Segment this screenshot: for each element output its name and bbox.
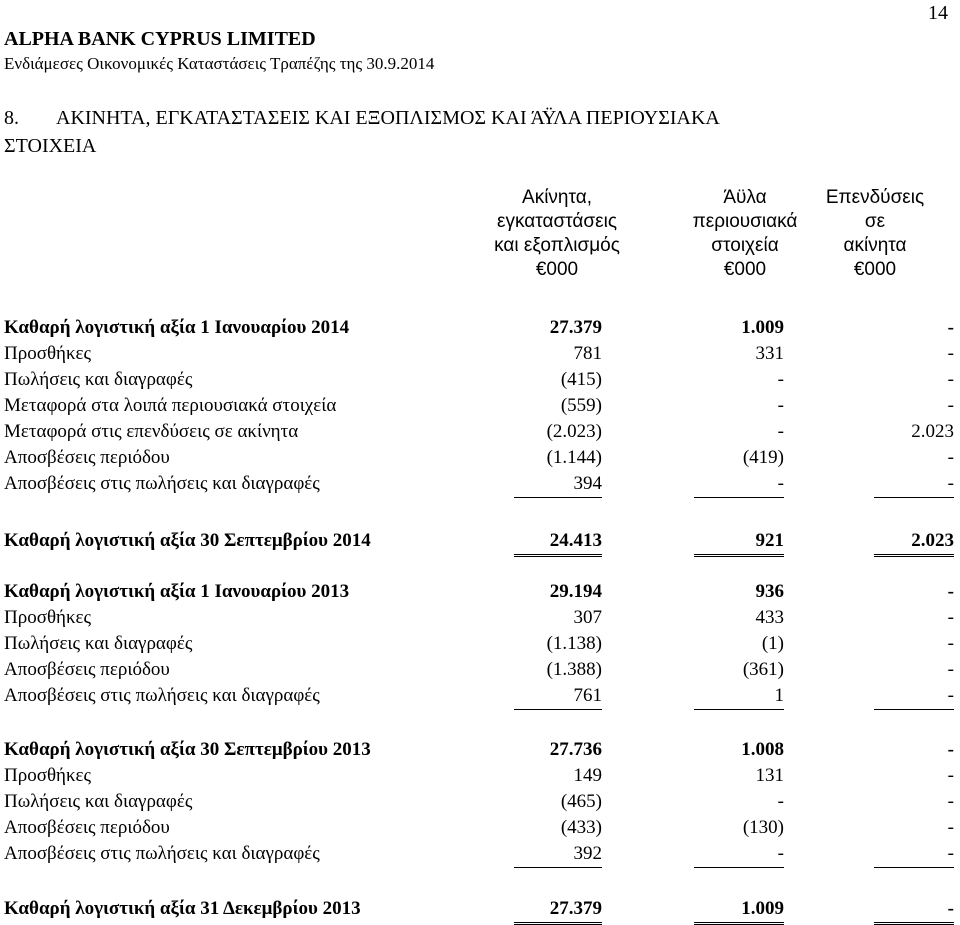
column-header-line: Άϋλα <box>723 187 767 208</box>
row-value-col1: 307 <box>573 607 602 628</box>
row-label: Καθαρή λογιστική αξία 30 Σεπτεμβρίου 2014 <box>4 530 371 551</box>
table-row <box>0 896 960 922</box>
table-row <box>0 631 960 657</box>
column-unit: €000 <box>535 259 579 280</box>
row-value-col3: - <box>947 317 954 338</box>
row-value-col1: 761 <box>514 683 602 710</box>
row-label: Μεταφορά στα λοιπά περιουσιακά στοιχεία <box>4 395 337 416</box>
row-value-col1: 27.736 <box>549 739 602 760</box>
row-value-col1: 29.194 <box>549 581 602 602</box>
section-number: 8. <box>4 107 19 129</box>
column-unit: €000 <box>853 259 897 280</box>
document-subtitle: Ενδιάμεσες Οικονομικές Καταστάσεις Τραπέζης της 30.9.2014 <box>4 54 435 73</box>
table-row <box>0 737 960 763</box>
row-label: Πωλήσεις και διαγραφές <box>4 633 193 654</box>
column-header-line: και εξοπλισμός <box>494 235 620 256</box>
table-row <box>0 657 960 683</box>
row-value-col3: - <box>947 343 954 364</box>
column-header-investment-property <box>790 186 960 282</box>
row-label: Προσθήκες <box>4 607 92 628</box>
row-value-col3: - <box>947 369 954 390</box>
row-value-col2: - <box>694 471 784 498</box>
row-value-col1: (1.388) <box>546 659 602 680</box>
row-value-col3: - <box>947 739 954 760</box>
table-row <box>0 393 960 419</box>
row-value-col1: (1.144) <box>546 447 602 468</box>
table-row <box>0 579 960 605</box>
row-value-col1: 24.413 <box>514 528 602 557</box>
row-value-col2: (419) <box>742 447 784 468</box>
row-value-col2: - <box>694 841 784 868</box>
row-value-col1: 27.379 <box>514 896 602 925</box>
table-row <box>0 815 960 841</box>
row-value-col1: (465) <box>560 791 602 812</box>
row-value-col1: (1.138) <box>546 633 602 654</box>
row-value-col2: 1.009 <box>694 896 784 925</box>
row-value-col1: 27.379 <box>549 317 602 338</box>
column-header-line: Επενδύσεις <box>825 187 925 208</box>
column-header-line: σε <box>864 211 886 232</box>
row-label: Αποσβέσεις περιόδου <box>4 817 170 838</box>
row-value-col2: (1) <box>761 633 784 654</box>
section-title-line2: ΣΤΟΙΧΕΙΑ <box>4 135 97 157</box>
row-value-col2: 1.009 <box>741 317 784 338</box>
row-label: Καθαρή λογιστική αξία 1 Ιανουαρίου 2014 <box>4 317 350 338</box>
row-value-col2: 131 <box>755 765 784 786</box>
row-value-col1: (559) <box>560 395 602 416</box>
column-header-property <box>457 186 657 282</box>
row-label: Αποσβέσεις στις πωλήσεις και διαγραφές <box>4 473 320 494</box>
row-value-col3: - <box>947 791 954 812</box>
row-value-col2: (130) <box>742 817 784 838</box>
row-label: Αποσβέσεις περιόδου <box>4 447 170 468</box>
row-value-col3: - <box>947 633 954 654</box>
row-label: Καθαρή λογιστική αξία 30 Σεπτεμβρίου 2013 <box>4 739 371 760</box>
row-value-col1: (2.023) <box>546 421 602 442</box>
row-value-col3: - <box>947 607 954 628</box>
table-row <box>0 789 960 815</box>
section-heading <box>4 104 954 160</box>
table-row <box>0 341 960 367</box>
column-header-line: εγκαταστάσεις <box>497 211 617 232</box>
row-value-col2: 936 <box>755 581 784 602</box>
row-value-col1: 394 <box>514 471 602 498</box>
row-value-col1: 392 <box>514 841 602 868</box>
row-value-col3: - <box>947 395 954 416</box>
row-value-col3: - <box>874 896 954 925</box>
table-row <box>0 528 960 554</box>
row-label: Αποσβέσεις στις πωλήσεις και διαγραφές <box>4 843 320 864</box>
row-label: Προσθήκες <box>4 343 92 364</box>
row-value-col2: - <box>777 791 784 812</box>
row-value-col2: 1 <box>694 683 784 710</box>
row-value-col2: 433 <box>755 607 784 628</box>
row-value-col3: - <box>874 841 954 868</box>
column-unit: €000 <box>723 259 767 280</box>
table-row <box>0 763 960 789</box>
row-label: Καθαρή λογιστική αξία 31 Δεκεμβρίου 2013 <box>4 898 361 919</box>
row-value-col2: (361) <box>742 659 784 680</box>
row-value-col2: 921 <box>694 528 784 557</box>
row-label: Προσθήκες <box>4 765 92 786</box>
column-header-line: ακίνητα <box>843 235 907 256</box>
row-value-col3: - <box>947 765 954 786</box>
row-value-col3: - <box>874 683 954 710</box>
table-row <box>0 367 960 393</box>
row-value-col3: - <box>947 581 954 602</box>
row-value-col3: - <box>874 471 954 498</box>
section-title-line1: ΑΚΙΝΗΤΑ, ΕΓΚΑΤΑΣΤΑΣΕΙΣ ΚΑΙ ΕΞΟΠΛΙΣΜΟΣ ΚΑΙ ΆΫΛΑ ΠΕΡΙΟΥΣΙΑΚΑ <box>56 107 720 129</box>
column-header-line: Ακίνητα, <box>522 187 592 208</box>
column-header-line: στοιχεία <box>711 235 779 256</box>
row-value-col1: 149 <box>573 765 602 786</box>
row-value-col3: 2.023 <box>911 421 954 442</box>
row-label: Αποσβέσεις στις πωλήσεις και διαγραφές <box>4 685 320 706</box>
table-row <box>0 419 960 445</box>
page-number: 14 <box>928 2 948 24</box>
row-label: Πωλήσεις και διαγραφές <box>4 369 193 390</box>
company-name: ALPHA BANK CYPRUS LIMITED <box>4 28 316 50</box>
row-value-col3: - <box>947 447 954 468</box>
row-value-col2: - <box>777 395 784 416</box>
row-value-col2: 1.008 <box>741 739 784 760</box>
row-value-col3: - <box>947 659 954 680</box>
row-value-col1: 781 <box>573 343 602 364</box>
table-row <box>0 471 960 497</box>
row-label: Αποσβέσεις περιόδου <box>4 659 170 680</box>
table-row <box>0 683 960 709</box>
row-value-col2: - <box>777 421 784 442</box>
table-row <box>0 445 960 471</box>
row-value-col3: 2.023 <box>874 528 954 557</box>
table-row <box>0 315 960 341</box>
row-value-col3: - <box>947 817 954 838</box>
row-value-col1: (433) <box>560 817 602 838</box>
row-value-col1: (415) <box>560 369 602 390</box>
row-label: Καθαρή λογιστική αξία 1 Ιανουαρίου 2013 <box>4 581 350 602</box>
row-label: Πωλήσεις και διαγραφές <box>4 791 193 812</box>
row-value-col2: 331 <box>755 343 784 364</box>
row-value-col2: - <box>777 369 784 390</box>
column-header-line: περιουσιακά <box>692 211 798 232</box>
row-label: Μεταφορά στις επενδύσεις σε ακίνητα <box>4 421 299 442</box>
table-row <box>0 605 960 631</box>
table-row <box>0 841 960 867</box>
